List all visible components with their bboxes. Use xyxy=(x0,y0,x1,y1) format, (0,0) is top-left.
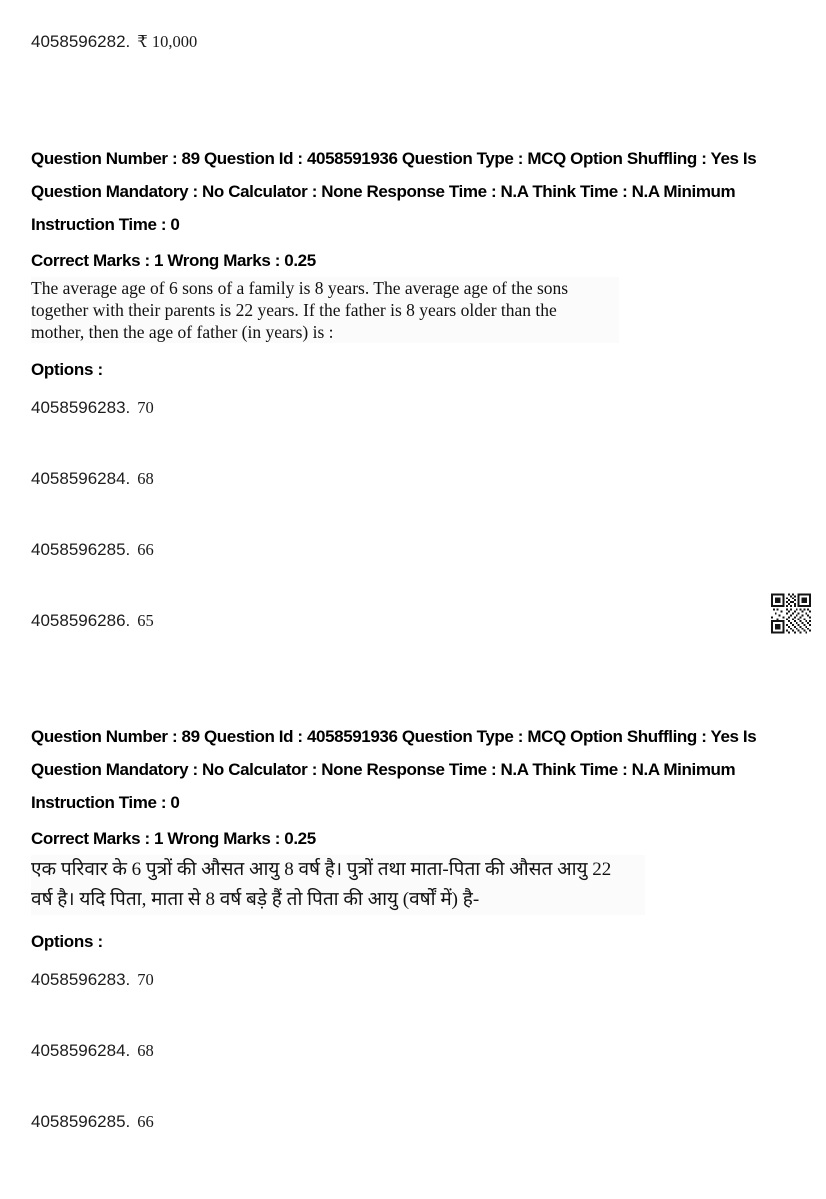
option-value: 65 xyxy=(137,611,154,630)
option-value: 70 xyxy=(137,970,154,989)
option-row xyxy=(31,538,812,563)
option-id: 4058596282. xyxy=(31,32,131,51)
option-value: 68 xyxy=(137,469,154,488)
question-meta-line: Instruction Time : 0 xyxy=(31,793,180,812)
exam-review-page xyxy=(0,30,826,1135)
question-metadata xyxy=(31,720,812,819)
option-id: 4058596285. xyxy=(31,540,131,559)
option-id: 4058596283. xyxy=(31,398,131,417)
option-id: 4058596285. xyxy=(31,1112,131,1131)
option-value: 70 xyxy=(137,398,154,417)
question-text-line: वर्ष है। यदि पिता, माता से 8 वर्ष बड़े हैं तो पिता की आयु (वर्षों में) है- xyxy=(31,889,480,910)
option-id: 4058596286. xyxy=(31,611,131,630)
question-meta-line: Question Mandatory : No Calculator : None Response Time : N.A Think Time : N.A Minimum xyxy=(31,182,736,201)
question-text-line: mother, then the age of father (in years) is : xyxy=(31,322,334,342)
options-label: Options : xyxy=(31,360,103,379)
question-text-line: The average age of 6 sons of a family is 8 years. The average age of the sons xyxy=(31,278,569,298)
qr-code-image xyxy=(771,592,811,635)
question-text-hindi xyxy=(31,855,645,915)
option-id: 4058596283. xyxy=(31,970,131,989)
marks-line: Correct Marks : 1 Wrong Marks : 0.25 xyxy=(31,251,316,270)
option-row xyxy=(31,609,812,634)
previous-question-option-row xyxy=(31,30,812,55)
options-list-english xyxy=(31,396,812,634)
question-block-english xyxy=(31,142,812,634)
options-label: Options : xyxy=(31,932,103,951)
question-meta-line: Question Number : 89 Question Id : 4058591936 Question Type : MCQ Option Shuffling : Yes Is xyxy=(31,149,757,168)
option-id: 4058596284. xyxy=(31,1041,131,1060)
option-row xyxy=(31,1110,812,1135)
question-text-line: एक परिवार के 6 पुत्रों की औसत आयु 8 वर्ष है। पुत्रों तथा माता-पिता की औसत आयु 22 xyxy=(31,859,612,880)
question-metadata xyxy=(31,142,812,241)
option-value: 66 xyxy=(137,1112,154,1131)
options-list-hindi xyxy=(31,968,812,1135)
question-meta-line: Instruction Time : 0 xyxy=(31,215,180,234)
question-text-line: together with their parents is 22 years. If the father is 8 years older than the xyxy=(31,300,557,320)
option-value: 66 xyxy=(137,540,154,559)
option-row xyxy=(31,467,812,492)
option-value: ₹ 10,000 xyxy=(137,32,198,51)
question-text-english xyxy=(31,277,619,343)
option-id: 4058596284. xyxy=(31,469,131,488)
question-meta-line: Question Number : 89 Question Id : 4058591936 Question Type : MCQ Option Shuffling : Yes Is xyxy=(31,727,757,746)
option-row xyxy=(31,396,812,421)
question-block-hindi xyxy=(31,720,812,1135)
option-value: 68 xyxy=(137,1041,154,1060)
option-row xyxy=(31,1039,812,1064)
marks-line: Correct Marks : 1 Wrong Marks : 0.25 xyxy=(31,829,316,848)
question-meta-line: Question Mandatory : No Calculator : None Response Time : N.A Think Time : N.A Minimum xyxy=(31,760,736,779)
option-row xyxy=(31,968,812,993)
